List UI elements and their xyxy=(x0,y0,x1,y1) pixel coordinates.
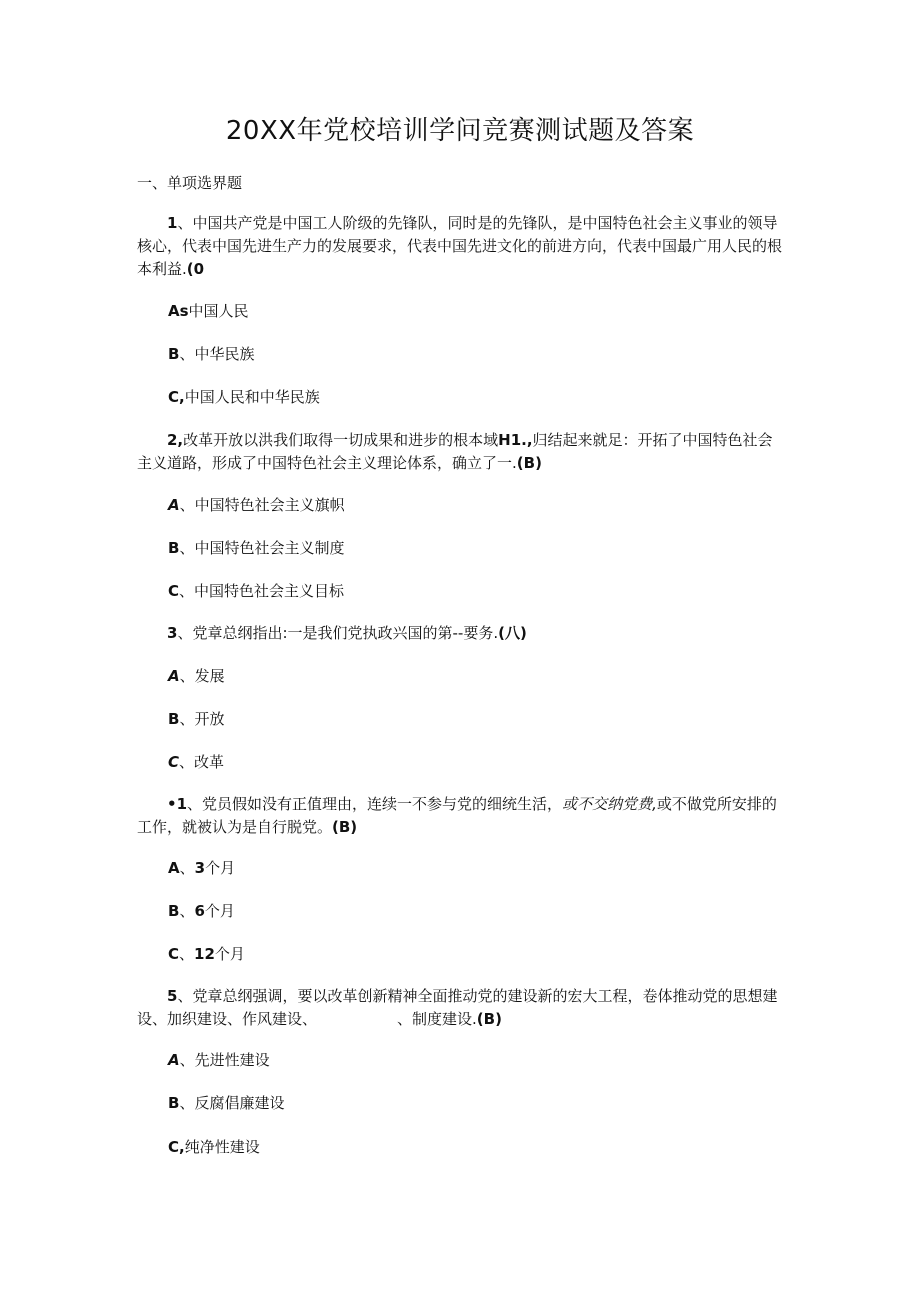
option-b: B、开放 xyxy=(168,710,225,728)
option-a: A、3个月 xyxy=(168,859,236,877)
question-1: 1、中国共产党是中国工人阶级的先锋队，同时是的先锋队，是中国特色社会主义事业的领导核心，代表中国先进生产力的发展要求，代表中国先进文化的前进方向，代表中国最广用人民的根本利益.(0 xyxy=(137,214,783,278)
option-text: 中国特色社会主义目标 xyxy=(194,582,345,600)
option-text: 中国人民和中华民族 xyxy=(184,388,320,406)
answer-mark: (0 xyxy=(186,260,205,278)
document-title: 20XX年党校培训学问竞赛测试题及答案 xyxy=(225,116,695,146)
option-a: A、先进性建设 xyxy=(168,1051,270,1069)
answer-mark: (B) xyxy=(516,454,542,472)
option-b: B、中华民族 xyxy=(168,345,255,363)
question-3: 3、党章总纲指出:一是我们党执政兴国的第--要务.(八) xyxy=(167,624,527,642)
question-5: 5、党章总纲强调，要以改革创新精神全面推动党的建设新的宏大工程，卷体推动党的思想建设、加织建设、作风建设、 、制度建设.(B) xyxy=(137,987,778,1028)
option-text: 中国特色社会主义旗帜 xyxy=(194,496,345,514)
question-number: 1 xyxy=(167,214,178,232)
answer-mark: (B) xyxy=(476,1010,502,1028)
option-a: A、发展 xyxy=(168,667,225,685)
option-text: 纯净性建设 xyxy=(184,1138,260,1156)
answer-mark: (B) xyxy=(332,818,358,836)
question-2: 2,改革开放以洪我们取得一切成果和进步的根本域H1.,归结起来就足：开拓了中国特色社会主义道路，形成了中国特色社会主义理论体系，确立了一.(B) xyxy=(137,431,773,472)
option-a: A、中国特色社会主义旗帜 xyxy=(168,496,345,514)
option-text: 反腐倡廉建设 xyxy=(194,1094,285,1112)
question-number: 3 xyxy=(167,624,178,642)
option-text: 发展 xyxy=(194,667,225,685)
question-text: 中国共产党是中国工人阶级的先锋队，同时是的先锋队，是中国特色社会主义事业的领导核心，代表中国先进生产力的发展要求，代表中国先进文化的前进方向，代表中国最广用人民的根本利益. xyxy=(137,214,783,278)
option-b: B、中国特色社会主义制度 xyxy=(168,539,345,557)
question-number: •1 xyxy=(167,795,188,813)
option-text: 开放 xyxy=(194,710,225,728)
option-text: 中国人民 xyxy=(188,302,249,320)
option-c: C,中国人民和中华民族 xyxy=(168,388,320,406)
option-text: 改革 xyxy=(194,753,225,771)
option-c: C、12个月 xyxy=(168,945,245,963)
option-text: 中国特色社会主义制度 xyxy=(194,539,345,557)
section-heading: 一、单项选界题 xyxy=(137,174,243,192)
question-number: 2, xyxy=(167,431,184,449)
question-4: •1、党员假如没有正值理由，连续一不参与党的细统生活，或不交纳党费,或不做党所安排的工作，就被认为是自行脱党。(B) xyxy=(137,795,777,836)
option-text: 个月 xyxy=(214,945,245,963)
option-b: B、6个月 xyxy=(168,902,235,920)
option-b: B、反腐倡廉建设 xyxy=(168,1094,285,1112)
option-text: 先进性建设 xyxy=(194,1051,270,1069)
answer-mark: (八) xyxy=(498,624,527,642)
option-a: As中国人民 xyxy=(168,302,249,320)
question-text: 党章总纲指出:一是我们党执政兴国的第--要务. xyxy=(192,624,499,642)
option-text: 个月 xyxy=(205,859,236,877)
option-text: 中华民族 xyxy=(194,345,255,363)
option-c: C、改革 xyxy=(168,753,225,771)
option-text: 个月 xyxy=(204,902,235,920)
option-c: C、中国特色社会主义目标 xyxy=(168,582,345,600)
question-number: 5 xyxy=(167,987,178,1005)
option-c: C,纯净性建设 xyxy=(168,1138,260,1156)
